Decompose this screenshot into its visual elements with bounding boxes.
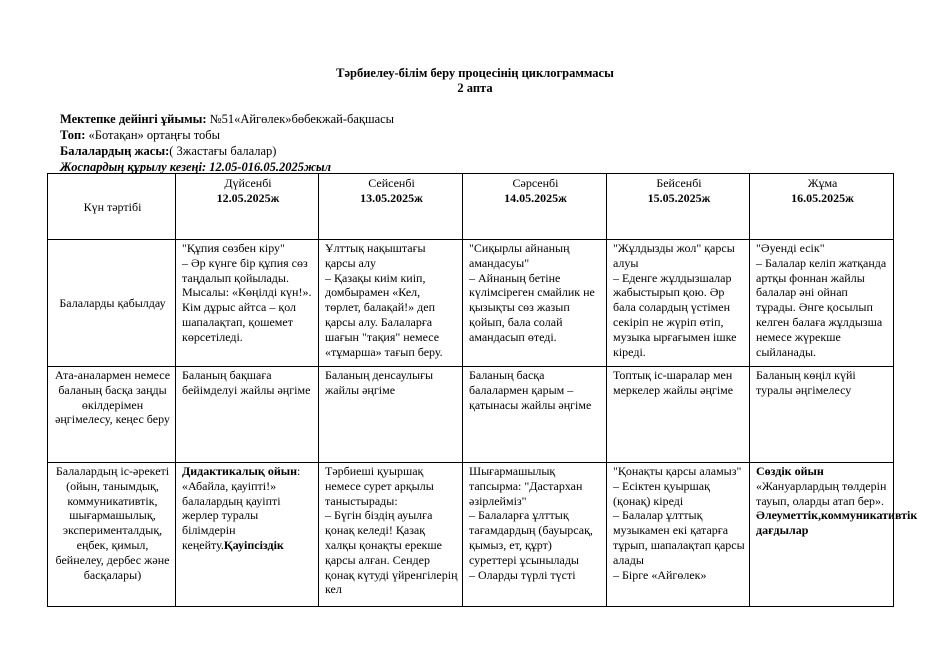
- cell-text: Тәрбиеші қуыршақ немесе сурет арқылы таныстырады: – Бүгін біздің ауылға қонақ келеді! Қазақ халқы қонақты ерекше қарсы алған. Сендер қонақ күтуді үйренгілерің кел: [325, 464, 458, 597]
- cell-text: [756, 464, 918, 538]
- group-line: [60, 127, 394, 143]
- table-cell: [750, 463, 918, 607]
- org-value: №51«Айгөлек»бөбекжай-бақшасы: [206, 112, 395, 126]
- table-cell: [176, 463, 319, 607]
- header-row: [48, 174, 894, 240]
- age-value: ( 3жастағы балалар): [169, 144, 277, 158]
- day-date: 14.05.2025ж: [504, 190, 567, 205]
- cell-text: Шығармашылық тапсырма: "Дастархан әзірлейміз" – Балаларға ұлттық тағамдардың (бауырсақ, қымыз, ет, құрт) суреттері ұсынылады – Оларды түрлі түсті: [469, 464, 593, 582]
- table-cell: [319, 367, 463, 463]
- org-line: [60, 111, 394, 127]
- cell-text: "Құпия сөзбен кіру" – Әр күнге бір құпия сөз таңдалып қойылады. Мысалы: «Көңілді күн!». Кім дұрыс айтса – қол шапалақтап, қошемет көрсетіледі.: [182, 241, 312, 344]
- document-title: [0, 66, 950, 96]
- table-cell: [463, 240, 607, 367]
- table-cell: [750, 367, 894, 463]
- cell-bold-prefix: Дидактикалық ойын: [182, 464, 298, 478]
- row-label-parents: Ата-аналармен немесе баланың басқа заңды өкілдерімен әңгімелесу, кеңес беру: [48, 367, 176, 463]
- cell-text: "Жұлдызды жол" қарсы алуы – Еденге жұлдызшалар жабыстырып қою. Әр бала солардың үстімен секіріп не жүріп өтіп, музыка ырғағымен ішке кіреді.: [613, 241, 737, 359]
- day-header-mon: [176, 174, 319, 240]
- cell-text: "Сиқырлы айнаның амандасуы" – Айнаның бетіне күлімсіреген смайлик не қызықты сөз жазып қойып, бала солай амандасып өтеді.: [469, 241, 595, 344]
- day-header-fri: [750, 174, 894, 240]
- title-line-2: 2 апта: [457, 81, 493, 95]
- cell-body: : «Абайла, қауіпті!» балалардың қауіпті жерлер туралы білімдерін кеңейту.: [182, 464, 301, 552]
- table-cell: [176, 367, 319, 463]
- day-header-wed: [463, 174, 607, 240]
- table-cell: [750, 240, 894, 367]
- period-label: Жоспардың құрылу кезеңі: 12.05-016.05.2025жыл: [60, 160, 332, 174]
- cell-bold-suffix: Әлеуметтік,коммуникативтік дағдылар: [756, 508, 918, 538]
- age-label: Балалардың жасы:: [60, 144, 170, 158]
- cell-text: Баланың көңіл күйі туралы әңгімелесу: [756, 368, 856, 397]
- day-date: 12.05.2025ж: [216, 190, 280, 205]
- table-cell: [607, 240, 750, 367]
- cell-text: Баланың басқа балалармен қарым – қатынасы жайлы әңгіме: [469, 368, 592, 412]
- cell-text: Баланың бақшаға бейімделуі жайлы әңгіме: [182, 368, 311, 397]
- cell-bold-suffix: Қауіпсіздік: [223, 537, 284, 552]
- cell-text: "Қонақты қарсы аламыз" – Есіктен қуыршақ (қонақ) кіреді – Балалар ұлттық музыкамен екі қатарға тұрып, шапалақтап қарсы алады – Бірге «Айгөлек»: [613, 464, 745, 582]
- cell-text: Баланың денсаулығы жайлы әңгіме: [325, 368, 434, 397]
- cell-bold-prefix: Сөздік ойын: [756, 464, 824, 478]
- table-row: [48, 367, 894, 463]
- cell-text: Топтық іс-шаралар мен меркелер жайлы әңгіме: [613, 368, 734, 397]
- cell-text: Ұлттық нақыштағы қарсы алу – Қазақы киім киіп, домбырамен «Кел, төрлет, балақай!» деп қарсы алу. Балаларға шағын "тақия" немесе «тұмарша» тағып беру.: [325, 241, 443, 359]
- day-header-thu: [607, 174, 750, 240]
- day-name: Сәрсенбі: [512, 176, 559, 190]
- row-label-reception: Балаларды қабылдау: [48, 240, 176, 367]
- group-label: Топ:: [60, 128, 86, 142]
- day-header-tue: [319, 174, 463, 240]
- org-label: Мектепке дейінгі ұйымы:: [60, 112, 207, 126]
- schedule-header: Күн тәртібі: [48, 174, 176, 240]
- title-line-1: Тәрбиелеу-білім беру процесінің циклограммасы: [336, 66, 614, 80]
- table-cell: [607, 367, 750, 463]
- day-name: Бейсенбі: [656, 176, 702, 190]
- day-name: Жұма: [807, 176, 838, 190]
- day-date: 16.05.2025ж: [791, 190, 854, 205]
- cell-text: [182, 464, 314, 553]
- age-line: [60, 143, 394, 159]
- table-row: [48, 240, 894, 367]
- cell-body: «Жануарлардың төлдерін тауып, оларды атап бер».: [756, 478, 887, 508]
- cell-text: "Әуенді есік" – Балалар келіп жатқанда артқы фоннан жайлы балалар әні ойнап тұрады. Әнге қосылып келген балаға жұлдызша немесе жүрекше сыйланады.: [756, 241, 887, 359]
- table-cell: [319, 240, 463, 367]
- day-date: 15.05.2025ж: [647, 190, 711, 205]
- table-cell: [607, 463, 750, 607]
- table-cell: [463, 367, 607, 463]
- table-cell: [319, 463, 463, 607]
- table-cell: [176, 240, 319, 367]
- schedule-table: [47, 173, 918, 607]
- document-meta: [60, 111, 394, 175]
- day-name: Дүйсенбі: [224, 176, 272, 190]
- group-value: «Ботақан» ортаңғы тобы: [85, 128, 221, 142]
- day-date: 13.05.2025ж: [360, 190, 423, 205]
- day-name: Сейсенбі: [368, 176, 415, 190]
- row-label-activities: Балалардың іс-әрекеті (ойын, танымдық, коммуникативтік, шығармашылық, эксперименталдық, еңбек, қимыл, бейнелеу, дербес және басқалары): [48, 463, 176, 607]
- table-cell: [463, 463, 607, 607]
- table-row: [48, 463, 894, 607]
